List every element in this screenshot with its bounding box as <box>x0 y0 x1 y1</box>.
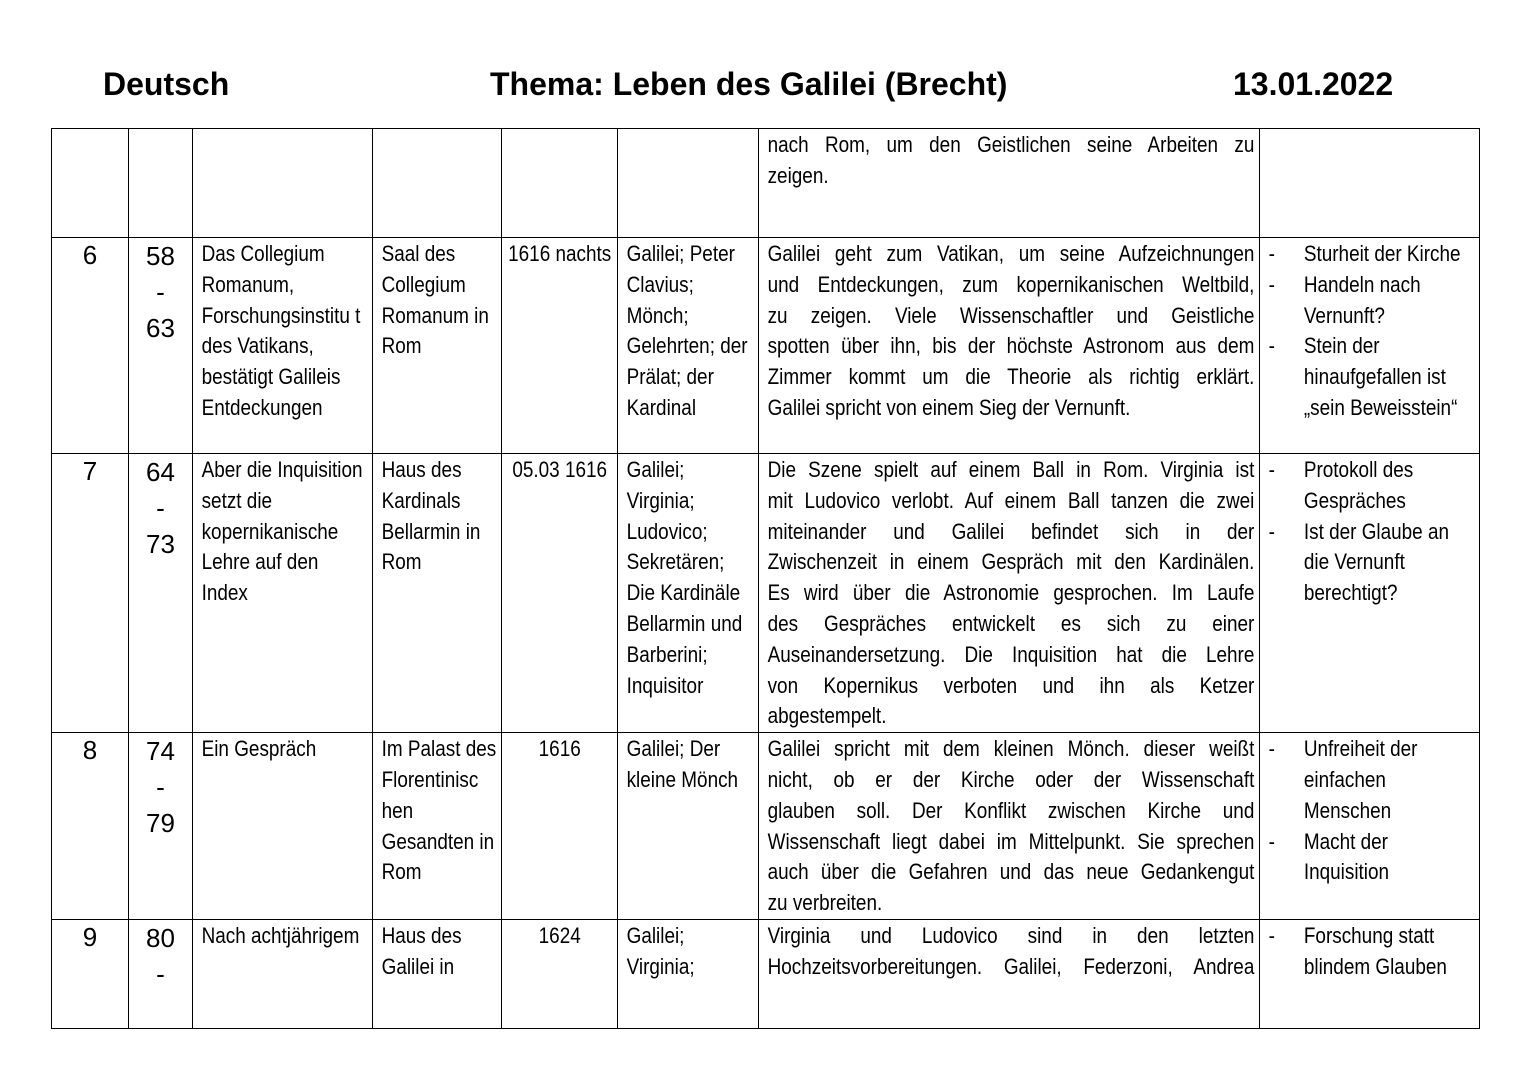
content-line: abgestempelt. <box>767 703 887 729</box>
note-item <box>1269 734 1475 826</box>
subject-label: Deutsch <box>103 66 230 102</box>
persons-cell <box>618 733 759 920</box>
content-line: Virginia und Ludovico sind in den letzten <box>767 922 1255 948</box>
scene-place <box>373 129 501 130</box>
scene-time: 1616 <box>538 736 581 762</box>
content-line: von Kopernikus verboten und ihn als Ketzer <box>767 672 1255 698</box>
content-cell <box>759 454 1260 733</box>
scene-title-cell <box>193 919 373 1028</box>
page-range-part: - <box>156 493 165 523</box>
page-range-part: 64 <box>146 457 175 487</box>
page-range-part: - <box>156 958 165 989</box>
page-range-part: 80 <box>146 922 175 953</box>
page-range-part <box>129 201 192 237</box>
scene-place: Saal des Collegium Romanum in Rom <box>381 241 489 359</box>
page-range-part: 58 <box>146 241 175 271</box>
scene-persons: Galilei; Der kleine Mönch <box>626 736 739 792</box>
page-range-part <box>129 129 192 165</box>
scene-number: 9 <box>82 921 98 952</box>
scene-content <box>759 733 1258 919</box>
scene-table <box>51 128 1480 1029</box>
pages-cell <box>129 454 193 733</box>
scene-number-cell <box>52 129 129 238</box>
note-item <box>1269 921 1475 983</box>
content-line: Auseinandersetzung. Die Inquisition hat die Lehre <box>767 641 1255 667</box>
scene-time: 1624 <box>538 922 581 948</box>
place-cell <box>373 454 502 733</box>
scene-time <box>502 129 617 130</box>
page-range-part: 74 <box>146 736 175 767</box>
scene-number-cell <box>52 733 129 920</box>
scene-title: Ein Gespräch <box>201 736 317 762</box>
scene-number <box>52 129 128 131</box>
scene-persons: Galilei; Virginia; Ludovico; Sekretären; Die Kardinäle Bellarmin und Barberini; Inquisitor <box>626 457 743 698</box>
persons-cell <box>618 129 759 238</box>
note-item <box>1269 827 1475 889</box>
scene-title-cell <box>193 238 373 454</box>
page-range-part: - <box>156 772 165 803</box>
notes-list <box>1269 734 1475 888</box>
place-cell <box>373 238 502 454</box>
scene-content <box>759 238 1258 424</box>
scene-persons: Galilei; Peter Clavius; Mönch; Gelehrten; der Prälat; der Kardinal <box>626 241 748 420</box>
content-line: zu verbreiten. <box>767 890 883 916</box>
table-row <box>52 454 1480 733</box>
table-row <box>52 238 1480 454</box>
note-item <box>1269 270 1475 332</box>
scene-title: Aber die Inquisition setzt die kopernikanische Lehre auf den Index <box>201 457 363 606</box>
scene-time: 05.03 1616 <box>512 457 607 482</box>
pages-cell <box>129 129 193 238</box>
scene-title-cell <box>193 454 373 733</box>
content-line: Hochzeitsvorbereitungen. Galilei, Federzoni, Andrea <box>767 953 1255 979</box>
scene-persons: Galilei; Virginia; <box>626 922 695 979</box>
scene-title <box>193 129 372 130</box>
content-line: spotten über ihn, bis der höchste Astronom aus dem <box>767 333 1255 359</box>
time-cell <box>502 129 618 238</box>
content-line: Galilei spricht von einem Sieg der Vernunft. <box>767 394 1131 420</box>
scene-content <box>759 129 1258 192</box>
page-range-part: - <box>156 277 165 307</box>
scene-time: 1616 nachts <box>507 241 612 266</box>
page-header <box>0 66 1527 106</box>
scene-place: Im Palast des Florentinisc hen Gesandten in Rom <box>381 736 497 885</box>
notes-list <box>1269 455 1475 609</box>
content-line: Es wird über die Astronomie gesprochen. Im Laufe <box>767 580 1255 606</box>
page-range-part: 73 <box>146 529 175 559</box>
note-text: - Sturheit der Kirche <box>1303 241 1461 266</box>
table-row <box>52 733 1480 920</box>
content-line: Galilei geht zum Vatikan, um seine Aufzeichnungen <box>767 241 1255 266</box>
content-line: Zimmer kommt um die Theorie als richtig erklärt. <box>767 364 1255 390</box>
content-line: und Entdeckungen, zum kopernikanischen Weltbild, <box>767 271 1255 297</box>
content-line: nicht, ob er der Kirche oder der Wissenschaft <box>767 766 1255 792</box>
scene-content <box>759 454 1258 732</box>
content-cell <box>759 919 1260 1028</box>
scene-number-cell <box>52 454 129 733</box>
time-cell <box>502 733 618 920</box>
note-item <box>1269 455 1475 517</box>
notes <box>1260 920 1478 983</box>
scene-title-cell <box>193 733 373 920</box>
scene-title: Das Collegium Romanum, Forschungsinstitu t des Vatikans, bestätigt Galileis Entdeckungen <box>201 241 361 420</box>
page-range-part <box>129 165 192 201</box>
content-line: Galilei spricht mit dem kleinen Mönch. dieser weißt <box>767 736 1255 762</box>
note-text: - Macht der Inquisition <box>1303 828 1390 885</box>
scene-persons <box>618 129 758 130</box>
note-text: - Unfreiheit der einfachen Menschen <box>1303 736 1418 823</box>
table-row <box>52 129 1480 238</box>
notes <box>1260 733 1478 888</box>
content-line: nach Rom, um den Geistlichen seine Arbeiten zu <box>767 132 1255 157</box>
scene-place: Haus des Kardinals Bellarmin in Rom <box>381 457 481 575</box>
scene-number: 6 <box>82 240 98 270</box>
content-line: Zwischenzeit in einem Gespräch mit den Kardinälen. <box>767 549 1255 575</box>
content-line: des Gespräches entwickelt es sich zu einer <box>767 610 1255 636</box>
notes <box>1260 238 1478 424</box>
scene-number-cell <box>52 919 129 1028</box>
persons-cell <box>618 454 759 733</box>
pages-cell <box>129 238 193 454</box>
content-line: zu zeigen. Viele Wissenschaftler und Geistliche <box>767 302 1255 328</box>
scene-content <box>759 920 1258 983</box>
content-line: Wissenschaft liegt dabei im Mittelpunkt. Sie sprechen <box>767 828 1255 854</box>
date-label: 13.01.2022 <box>1233 66 1394 102</box>
notes-list <box>1269 239 1475 424</box>
scene-number-cell <box>52 238 129 454</box>
content-line: miteinander und Galilei befindet sich in der <box>767 518 1255 544</box>
content-line: Die Szene spielt auf einem Ball in Rom. Virginia ist <box>767 457 1255 482</box>
notes <box>1260 454 1478 609</box>
table-row <box>52 919 1480 1028</box>
topic-title: Thema: Leben des Galilei (Brecht) <box>490 66 1008 102</box>
note-text: - Ist der Glaube an die Vernunft berechtigt? <box>1303 518 1450 606</box>
table-body <box>52 129 1480 1029</box>
notes-list <box>1269 921 1475 983</box>
time-cell <box>502 919 618 1028</box>
page-range-part: 63 <box>146 313 175 343</box>
notes-cell <box>1260 129 1480 238</box>
pages-cell <box>129 919 193 1028</box>
place-cell <box>373 129 502 238</box>
content-cell <box>759 733 1260 920</box>
scene-title: Nach achtjährigem <box>201 922 360 948</box>
content-line: mit Ludovico verlobt. Auf einem Ball tanzen die zwei <box>767 487 1255 513</box>
place-cell <box>373 733 502 920</box>
time-cell <box>502 454 618 733</box>
note-text: - Protokoll des Gespräches <box>1303 457 1414 513</box>
pages-cell <box>129 733 193 920</box>
place-cell <box>373 919 502 1028</box>
notes <box>1260 129 1478 130</box>
content-cell <box>759 238 1260 454</box>
note-text: - Stein der hinaufgefallen ist „sein Beweisstein“ <box>1303 333 1458 420</box>
notes-cell <box>1260 733 1480 920</box>
scene-number: 7 <box>82 456 98 486</box>
time-cell <box>502 238 618 454</box>
notes-cell <box>1260 919 1480 1028</box>
scene-number: 8 <box>82 735 98 766</box>
note-item <box>1269 331 1475 423</box>
content-line: auch über die Gefahren und das neue Gedankengut <box>767 859 1255 885</box>
persons-cell <box>618 919 759 1028</box>
note-text: - Forschung statt blindem Glauben <box>1303 922 1447 979</box>
content-line: glauben soll. Der Konflikt zwischen Kirche und <box>767 797 1255 823</box>
content-cell <box>759 129 1260 238</box>
content-line: zeigen. <box>767 162 829 188</box>
persons-cell <box>618 238 759 454</box>
scene-title-cell <box>193 129 373 238</box>
scene-place: Haus des Galilei in <box>381 922 462 979</box>
page-range-part <box>129 992 192 1028</box>
note-item <box>1269 517 1475 609</box>
note-text: - Handeln nach Vernunft? <box>1303 271 1421 328</box>
notes-cell <box>1260 238 1480 454</box>
notes-cell <box>1260 454 1480 733</box>
note-item <box>1269 239 1475 270</box>
page-range-part: 79 <box>146 808 175 839</box>
